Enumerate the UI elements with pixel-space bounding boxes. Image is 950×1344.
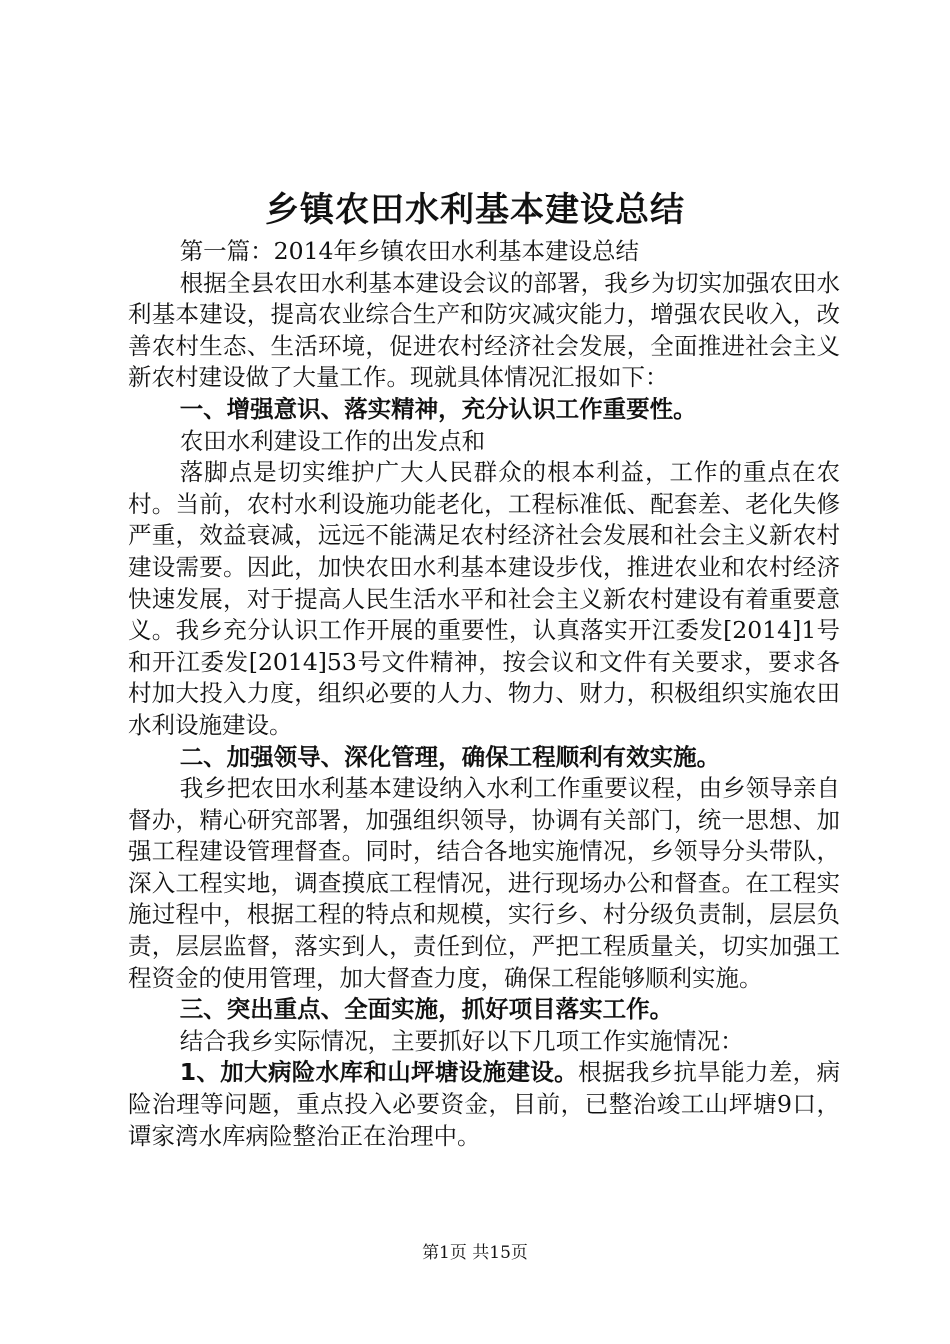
section-heading-2: 二、加强领导、深化管理，确保工程顺利有效实施。 (179, 742, 721, 771)
body-paragraph: 结合我乡实际情况，主要抓好以下几项工作实施情况： (179, 1026, 744, 1055)
page-footer: 第1页 共15页 (422, 1243, 528, 1263)
section-heading-3: 三、突出重点、全面实施，抓好项目落实工作。 (179, 995, 674, 1024)
body-paragraph-with-lead (128, 1057, 840, 1152)
paragraph-text: 根据我乡抗旱能力差，病险治理等问题，重点投入必要资金，目前，已整治竣工山坪塘9口，谭家湾水库病险整治正在治理中。 (128, 1058, 841, 1150)
body-paragraph: 农田水利建设工作的出发点和 (179, 426, 486, 455)
section-heading-1: 一、增强意识、落实精神，充分认识工作重要性。 (179, 394, 697, 423)
paragraph-lead: 1、加大病险水库和山坪塘设施建设。 (179, 1058, 578, 1087)
document-title: 乡镇农田水利基本建设总结 (265, 190, 685, 230)
body-paragraph: 我乡把农田水利基本建设纳入水利工作重要议程，由乡领导亲自督办，精心研究部署，加强组织领导，协调有关部门，统一思想、加强工程建设管理督查。同时，结合各地实施情况，乡领导分头带队，深入工程实地，调查摸底工程情况，进行现场办公和督查。在工程实施过程中，根据工程的特点和规模，实行乡、村分级负责制，层层负责，层层监督，落实到人，责任到位，严把工程质量关，切实加强工程资金的使用管理，加大督查力度，确保工程能够顺利实施。 (128, 774, 840, 992)
section-intro-heading: 第一篇：2014年乡镇农田水利基本建设总结 (179, 237, 639, 265)
body-paragraph: 落脚点是切实维护广大人民群众的根本利益，工作的重点在农村。当前，农村水利设施功能老化，工程标准低、配套差、老化失修严重，效益衰减，远远不能满足农村经济社会发展和社会主义新农村建设需要。因此，加快农田水利基本建设步伐，推进农业和农村经济快速发展，对于提高人民生活水平和社会主义新农村建设有着重要意义。我乡充分认识工作开展的重要性，认真落实开江委发[2014]1号和开江委发[2014]53号文件精神，按会议和文件有关要求，要求各村加大投入力度，组织必要的人力、物力、财力，积极组织实施农田水利设施建设。 (128, 458, 840, 739)
body-paragraph: 根据全县农田水利基本建设会议的部署，我乡为切实加强农田水利基本建设，提高农业综合生产和防灾减灾能力，增强农民收入，改善农村生态、生活环境，促进农村经济社会发展，全面推进社会主义新农村建设做了大量工作。现就具体情况汇报如下： (128, 268, 840, 392)
document-body (128, 236, 840, 1152)
